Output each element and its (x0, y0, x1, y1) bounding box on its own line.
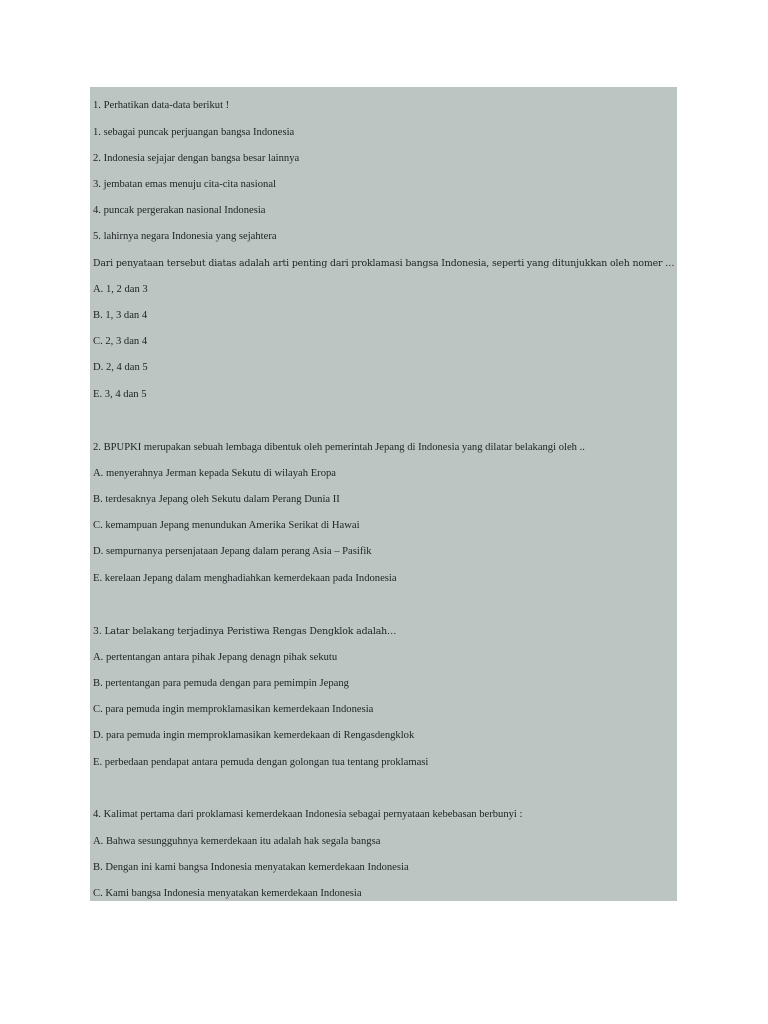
question-2-option: D. sempurnanya persenjataan Jepang dalam perang Asia – Pasifik (93, 546, 372, 557)
question-4-stem: 4. Kalimat pertama dari proklamasi kemerdekaan Indonesia sebagai pernyataan kebebasan berbunyi : (93, 809, 523, 820)
question-1-option: B. 1, 3 dan 4 (93, 310, 148, 321)
quiz-panel (90, 87, 677, 901)
question-2-option: B. terdesaknya Jepang oleh Sekutu dalam Perang Dunia II (93, 494, 340, 505)
question-1-option: E. 3, 4 dan 5 (93, 389, 147, 400)
question-1-statement: 3. jembatan emas menuju cita-cita nasional (93, 179, 276, 190)
question-3-option: A. pertentangan antara pihak Jepang denagn pihak sekutu (93, 652, 338, 663)
question-2-option: E. kerelaan Jepang dalam menghadiahkan kemerdekaan pada Indonesia (93, 573, 397, 584)
question-1-statement: 1. sebagai puncak perjuangan bangsa Indonesia (93, 127, 295, 138)
question-3-stem: 3. Latar belakang terjadinya Peristiwa Rengas Dengklok adalah… (93, 626, 397, 637)
question-1-statement: 5. lahirnya negara Indonesia yang sejahtera (93, 231, 277, 242)
question-4-option: B. Dengan ini kami bangsa Indonesia menyatakan kemerdekaan Indonesia (93, 862, 409, 873)
question-1-statement: 4. puncak pergerakan nasional Indonesia (93, 205, 266, 216)
question-4-option: A. Bahwa sesungguhnya kemerdekaan itu adalah hak segala bangsa (93, 836, 381, 847)
question-3-option: B. pertentangan para pemuda dengan para pemimpin Jepang (93, 678, 349, 689)
question-4-option: C. Kami bangsa Indonesia menyatakan kemerdekaan Indonesia (93, 888, 362, 899)
question-1-prompt: Dari penyataan tersebut diatas adalah arti penting dari proklamasi bangsa Indonesia, seperti yang ditunjukkan oleh nomer … (93, 258, 675, 269)
question-3-option: C. para pemuda ingin memproklamasikan kemerdekaan Indonesia (93, 704, 374, 715)
question-1-stem: 1. Perhatikan data-data berikut ! (93, 100, 230, 111)
question-2-stem: 2. BPUPKI merupakan sebuah lembaga dibentuk oleh pemerintah Jepang di Indonesia yang dilatar belakangi oleh .. (93, 442, 585, 453)
question-2-option: A. menyerahnya Jerman kepada Sekutu di wilayah Eropa (93, 468, 336, 479)
question-1-statement: 2. Indonesia sejajar dengan bangsa besar lainnya (93, 153, 300, 164)
question-2-option: C. kemampuan Jepang menundukan Amerika Serikat di Hawai (93, 520, 360, 531)
question-3-option: D. para pemuda ingin memproklamasikan kemerdekaan di Rengasdengklok (93, 730, 415, 741)
question-1-option: C. 2, 3 dan 4 (93, 336, 148, 347)
question-1-option: D. 2, 4 dan 5 (93, 362, 148, 373)
question-1-option: A. 1, 2 dan 3 (93, 284, 148, 295)
question-3-option: E. perbedaan pendapat antara pemuda dengan golongan tua tentang proklamasi (93, 757, 429, 768)
